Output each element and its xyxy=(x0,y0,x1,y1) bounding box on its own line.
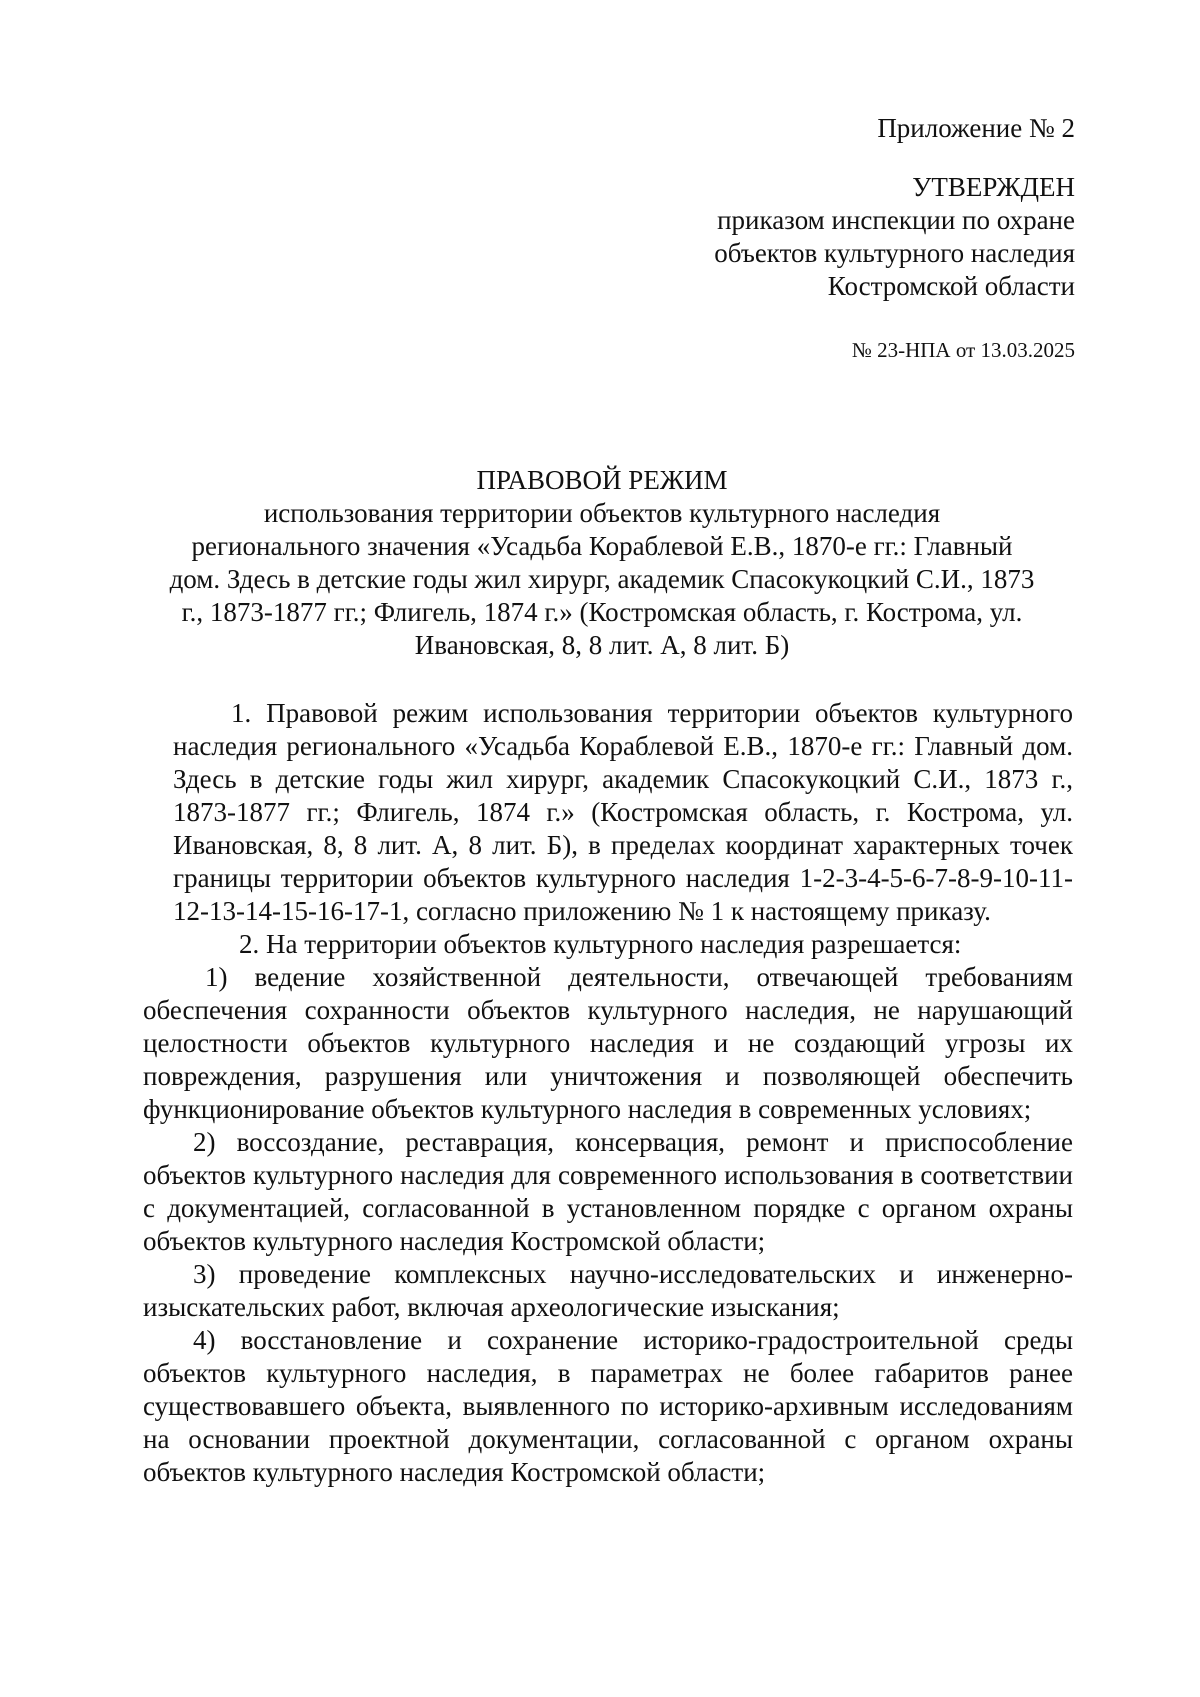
list-item: 2) воссоздание, реставрация, консервация, ремонт и приспособление объектов культурного наследия для современного использования в соответствии с документацией, согласованной в установленном порядке с органом охраны объектов культурного наследия Костромской области; xyxy=(143,1127,1073,1256)
order-number: № 23-НПА от 13.03.2025 xyxy=(851,338,1075,362)
title-heading: ПРАВОВОЙ РЕЖИМ xyxy=(476,465,728,495)
approved-by-line: Костромской области xyxy=(827,271,1075,301)
annex-label: Приложение № 2 xyxy=(877,113,1075,143)
document-title xyxy=(130,464,1074,662)
approved-stamp-text: УТВЕРЖДЕН xyxy=(912,172,1075,202)
approval-block xyxy=(555,112,1075,364)
approved-by-line: приказом инспекции по охране xyxy=(717,205,1075,235)
title-line: использования территории объектов культурного наследия xyxy=(263,498,941,528)
title-line: регионального значения «Усадьба Кораблевой Е.В., 1870-е гг.: Главный xyxy=(191,531,1013,561)
list-item: 1) ведение хозяйственной деятельности, отвечающей требованиям обеспечения сохранности объектов культурного наследия, не нарушающий целостности объектов культурного наследия и не создающий угрозы их повреждения, разрушения или уничтожения и позволяющей обеспечить функционирование объектов культурного наследия в современных условиях; xyxy=(143,962,1073,1124)
title-line: дом. Здесь в детские годы жил хирург, академик Спасокукоцкий С.И., 1873 xyxy=(169,564,1035,594)
paragraph-1: 1. Правовой режим использования территории объектов культурного наследия регионального «Усадьба Кораблевой Е.В., 1870-е гг.: Главный дом. Здесь в детские годы жил хирург, академик Спасокукоцкий С.И., 1873 г., 1873-1877 гг.; Флигель, 1874 г.» (Костромская область, г. Кострома, ул. Ивановская, 8, 8 лит. А, 8 лит. Б), в пределах координат характерных точек границы территории объектов культурного наследия 1-2-3-4-5-6-7-8-9-10-11-12-13-14-15-16-17-1, согласно приложению № 1 к настоящему приказу. xyxy=(173,698,1073,926)
list-item: 4) восстановление и сохранение историко-градостроительной среды объектов культурного наследия, в параметрах не более габаритов ранее существовавшего объекта, выявленного по историко-архивным исследованиям на основании проектной документации, согласованной с органом охраны объектов культурного наследия Костромской области; xyxy=(143,1325,1073,1487)
paragraph-2: 2. На территории объектов культурного наследия разрешается: xyxy=(239,929,962,959)
list-item: 3) проведение комплексных научно-исследовательских и инженерно-изыскательских работ, включая археологические изыскания; xyxy=(143,1259,1073,1322)
document-body xyxy=(143,697,1073,1489)
approved-by-line: объектов культурного наследия xyxy=(714,238,1075,268)
title-line: Ивановская, 8, 8 лит. А, 8 лит. Б) xyxy=(414,630,790,660)
title-line: г., 1873-1877 гг.; Флигель, 1874 г.» (Костромская область, г. Кострома, ул. xyxy=(181,597,1023,627)
